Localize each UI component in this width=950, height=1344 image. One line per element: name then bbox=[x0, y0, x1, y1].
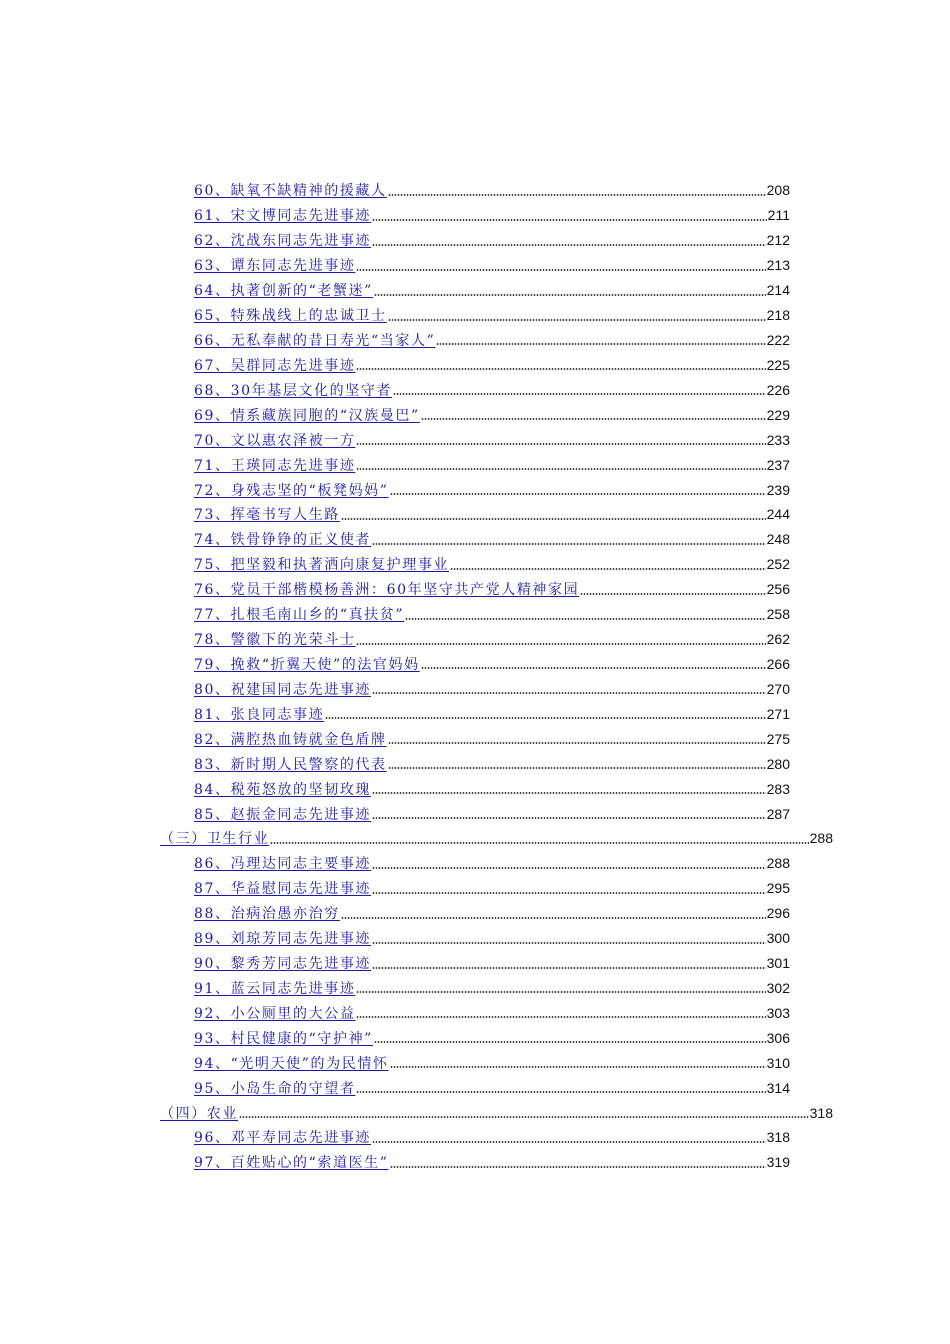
toc-entry-link[interactable]: 61、宋文博同志先进事迹 bbox=[194, 208, 372, 225]
page-number: 218 bbox=[766, 307, 790, 324]
toc-entry-link[interactable]: 94、“光明天使”的为民情怀 bbox=[194, 1055, 389, 1072]
page-number: 303 bbox=[766, 1004, 790, 1021]
toc-entry-link[interactable]: 86、冯理达同志主要事迹 bbox=[194, 856, 372, 873]
page-number: 225 bbox=[766, 356, 790, 373]
dot-leader bbox=[356, 991, 765, 993]
toc-section-row[interactable] bbox=[0, 826, 833, 851]
dot-leader bbox=[325, 717, 765, 719]
dot-leader bbox=[356, 468, 765, 470]
toc-entry-row[interactable] bbox=[0, 776, 790, 801]
dot-leader bbox=[341, 917, 766, 919]
toc-entry-row[interactable] bbox=[0, 901, 790, 926]
toc-entry-link[interactable]: 91、蓝云同志先进事迹 bbox=[194, 980, 356, 997]
toc-entry-link[interactable]: 71、王瑛同志先进事迹 bbox=[194, 457, 356, 474]
page-number: 237 bbox=[766, 456, 790, 473]
page-number: 301 bbox=[766, 955, 790, 972]
toc-entry-row[interactable] bbox=[0, 652, 790, 677]
toc-entry-row[interactable] bbox=[0, 751, 790, 776]
toc-entry-link[interactable]: 62、沈战东同志先进事迹 bbox=[194, 233, 372, 250]
dot-leader bbox=[372, 892, 766, 894]
toc-entry-row[interactable] bbox=[0, 976, 790, 1001]
toc-entry-link[interactable]: （三）卫生行业 bbox=[160, 831, 270, 848]
dot-leader bbox=[580, 593, 765, 595]
page-number: 214 bbox=[766, 282, 790, 299]
page-number: 248 bbox=[766, 531, 790, 548]
toc-entry-link[interactable]: 87、华益慰同志先进事迹 bbox=[194, 881, 372, 898]
dot-leader bbox=[372, 792, 766, 794]
page-number: 222 bbox=[766, 331, 790, 348]
toc-entry-link[interactable]: 79、挽救“折翼天使”的法官妈妈 bbox=[194, 656, 420, 673]
dot-leader bbox=[393, 393, 766, 395]
toc-entry-row[interactable] bbox=[0, 951, 790, 976]
toc-entry-row[interactable] bbox=[0, 801, 790, 826]
page-number: 256 bbox=[766, 581, 790, 598]
page-number: 318 bbox=[766, 1129, 790, 1146]
toc-entry-row[interactable] bbox=[0, 926, 790, 951]
page-number: 280 bbox=[766, 755, 790, 772]
dot-leader bbox=[374, 1041, 766, 1043]
page-number: 239 bbox=[766, 481, 790, 498]
page-number: 296 bbox=[766, 905, 790, 922]
page-number: 318 bbox=[809, 1104, 833, 1121]
dot-leader bbox=[372, 543, 766, 545]
toc-entry-link[interactable]: 77、扎根毛南山乡的“真扶贫” bbox=[194, 607, 405, 624]
toc-entry-link[interactable]: 69、情系藏族同胞的“汉族曼巴” bbox=[194, 407, 420, 424]
toc-entry-row[interactable] bbox=[0, 602, 790, 627]
dot-leader bbox=[388, 767, 766, 769]
toc-entry-row[interactable] bbox=[0, 278, 790, 303]
page-number: 287 bbox=[766, 805, 790, 822]
toc-entry-row[interactable] bbox=[0, 1150, 790, 1175]
toc-entry-row[interactable] bbox=[0, 402, 790, 427]
dot-leader bbox=[356, 269, 765, 271]
dot-leader bbox=[372, 817, 766, 819]
page-number: 271 bbox=[766, 705, 790, 722]
toc-entry-row[interactable] bbox=[0, 876, 790, 901]
toc-entry-row[interactable] bbox=[0, 502, 790, 527]
page-number: 270 bbox=[766, 680, 790, 697]
dot-leader bbox=[356, 368, 765, 370]
toc-entry-link[interactable]: 84、税苑怒放的坚韧玫瑰 bbox=[194, 781, 372, 798]
page-number: 288 bbox=[809, 830, 833, 847]
page-number: 295 bbox=[766, 880, 790, 897]
dot-leader bbox=[421, 667, 766, 669]
dot-leader bbox=[450, 568, 766, 570]
toc-entry-row[interactable] bbox=[0, 1050, 790, 1075]
toc-entry-link[interactable]: 95、小岛生命的守望者 bbox=[194, 1080, 356, 1097]
dot-leader bbox=[356, 1016, 765, 1018]
toc-entry-link[interactable]: 89、刘琼芳同志先进事迹 bbox=[194, 931, 372, 948]
page-number: 275 bbox=[766, 730, 790, 747]
dot-leader bbox=[390, 493, 766, 495]
toc-entry-link[interactable]: 72、身残志坚的“板凳妈妈” bbox=[194, 482, 389, 499]
page-number: 300 bbox=[766, 930, 790, 947]
toc-entry-row[interactable] bbox=[0, 352, 790, 377]
toc-entry-link[interactable]: 75、把坚毅和执著洒向康复护理事业 bbox=[194, 557, 450, 574]
toc-entry-link[interactable]: 63、谭东同志先进事迹 bbox=[194, 258, 356, 275]
toc-entry-link[interactable]: 82、满腔热血铸就金色盾牌 bbox=[194, 731, 387, 748]
dot-leader bbox=[372, 244, 766, 246]
table-of-contents bbox=[0, 178, 950, 1175]
page-number: 266 bbox=[766, 655, 790, 672]
toc-entry-link[interactable]: 92、小公厕里的大公益 bbox=[194, 1005, 356, 1022]
dot-leader bbox=[356, 643, 765, 645]
page-number: 244 bbox=[766, 506, 790, 523]
dot-leader bbox=[356, 1091, 765, 1093]
page-number: 212 bbox=[766, 232, 790, 249]
page-number: 310 bbox=[766, 1054, 790, 1071]
toc-entry-row[interactable] bbox=[0, 627, 790, 652]
dot-leader bbox=[270, 842, 808, 844]
toc-entry-link[interactable]: 97、百姓贴心的“索道医生” bbox=[194, 1155, 389, 1172]
dot-leader bbox=[372, 967, 766, 969]
page-number: 226 bbox=[766, 381, 790, 398]
toc-entry-link[interactable]: 66、无私奉献的昔日寿光“当家人” bbox=[194, 332, 436, 349]
dot-leader bbox=[390, 1066, 766, 1068]
page-number: 233 bbox=[766, 431, 790, 448]
toc-entry-link[interactable]: 81、张良同志事迹 bbox=[194, 706, 325, 723]
dot-leader bbox=[436, 343, 765, 345]
dot-leader bbox=[374, 294, 766, 296]
toc-entry-link[interactable]: 64、执著创新的“老蟹迷” bbox=[194, 283, 373, 300]
toc-entry-row[interactable] bbox=[0, 1075, 790, 1100]
toc-entry-link[interactable]: 96、邓平寿同志先进事迹 bbox=[194, 1130, 372, 1147]
dot-leader bbox=[239, 1116, 809, 1118]
toc-entry-link[interactable]: 80、祝建国同志先进事迹 bbox=[194, 681, 372, 698]
dot-leader bbox=[372, 942, 766, 944]
page-number: 208 bbox=[766, 182, 790, 199]
dot-leader bbox=[372, 219, 767, 221]
toc-entry-row[interactable] bbox=[0, 228, 790, 253]
toc-entry-row[interactable] bbox=[0, 328, 790, 353]
toc-entry-row[interactable] bbox=[0, 377, 790, 402]
toc-entry-row[interactable] bbox=[0, 477, 790, 502]
toc-entry-row[interactable] bbox=[0, 701, 790, 726]
dot-leader bbox=[388, 742, 766, 744]
toc-entry-row[interactable] bbox=[0, 527, 790, 552]
page-number: 229 bbox=[766, 406, 790, 423]
dot-leader bbox=[390, 1166, 766, 1168]
dot-leader bbox=[372, 867, 766, 869]
page-number: 262 bbox=[766, 631, 790, 648]
toc-entry-row[interactable] bbox=[0, 452, 790, 477]
dot-leader bbox=[372, 692, 766, 694]
toc-entry-link[interactable]: 60、缺氧不缺精神的援藏人 bbox=[194, 183, 387, 200]
toc-entry-row[interactable] bbox=[0, 1125, 790, 1150]
dot-leader bbox=[405, 618, 766, 620]
dot-leader bbox=[421, 418, 766, 420]
toc-entry-link[interactable]: 68、30年基层文化的坚守者 bbox=[194, 382, 393, 399]
dot-leader bbox=[372, 1141, 766, 1143]
toc-entry-row[interactable] bbox=[0, 552, 790, 577]
page-number: 211 bbox=[767, 207, 790, 224]
toc-entry-link[interactable]: 70、文以惠农泽被一方 bbox=[194, 432, 356, 449]
toc-entry-row[interactable] bbox=[0, 178, 790, 203]
toc-entry-row[interactable] bbox=[0, 851, 790, 876]
toc-entry-link[interactable]: 88、治病治愚亦治穷 bbox=[194, 906, 340, 923]
toc-section-row[interactable] bbox=[0, 1100, 833, 1125]
toc-entry-link[interactable]: 67、吴群同志先进事迹 bbox=[194, 357, 356, 374]
toc-entry-link[interactable]: 93、村民健康的“守护神” bbox=[194, 1030, 373, 1047]
page-number: 302 bbox=[766, 979, 790, 996]
page-number: 258 bbox=[766, 606, 790, 623]
page-number: 213 bbox=[766, 257, 790, 274]
toc-entry-link[interactable]: 74、铁骨铮铮的正义使者 bbox=[194, 532, 372, 549]
dot-leader bbox=[356, 443, 765, 445]
toc-entry-row[interactable] bbox=[0, 726, 790, 751]
toc-entry-link[interactable]: 90、黎秀芳同志先进事迹 bbox=[194, 956, 372, 973]
page-number: 288 bbox=[766, 855, 790, 872]
page-number: 252 bbox=[766, 556, 790, 573]
toc-entry-row[interactable] bbox=[0, 1000, 790, 1025]
page-number: 314 bbox=[766, 1079, 790, 1096]
toc-entry-link[interactable]: 78、警徽下的光荣斗士 bbox=[194, 632, 356, 649]
toc-entry-link[interactable]: 65、特殊战线上的忠诚卫士 bbox=[194, 308, 387, 325]
toc-entry-row[interactable] bbox=[0, 253, 790, 278]
page-number: 319 bbox=[766, 1154, 790, 1171]
dot-leader bbox=[388, 194, 766, 196]
page-number: 306 bbox=[766, 1029, 790, 1046]
dot-leader bbox=[341, 518, 766, 520]
page-number: 283 bbox=[766, 780, 790, 797]
toc-entry-link[interactable]: 76、党员干部楷模杨善洲：60年坚守共产党人精神家园 bbox=[194, 582, 580, 599]
toc-entry-link[interactable]: 83、新时期人民警察的代表 bbox=[194, 756, 387, 773]
toc-entry-row[interactable] bbox=[0, 203, 790, 228]
dot-leader bbox=[388, 319, 766, 321]
toc-entry-link[interactable]: 85、赵振金同志先进事迹 bbox=[194, 806, 372, 823]
toc-entry-row[interactable] bbox=[0, 303, 790, 328]
toc-entry-row[interactable] bbox=[0, 427, 790, 452]
toc-entry-link[interactable]: （四）农业 bbox=[160, 1105, 238, 1122]
toc-entry-link[interactable]: 73、挥毫书写人生路 bbox=[194, 507, 340, 524]
toc-entry-row[interactable] bbox=[0, 676, 790, 701]
toc-entry-row[interactable] bbox=[0, 1025, 790, 1050]
toc-entry-row[interactable] bbox=[0, 577, 790, 602]
